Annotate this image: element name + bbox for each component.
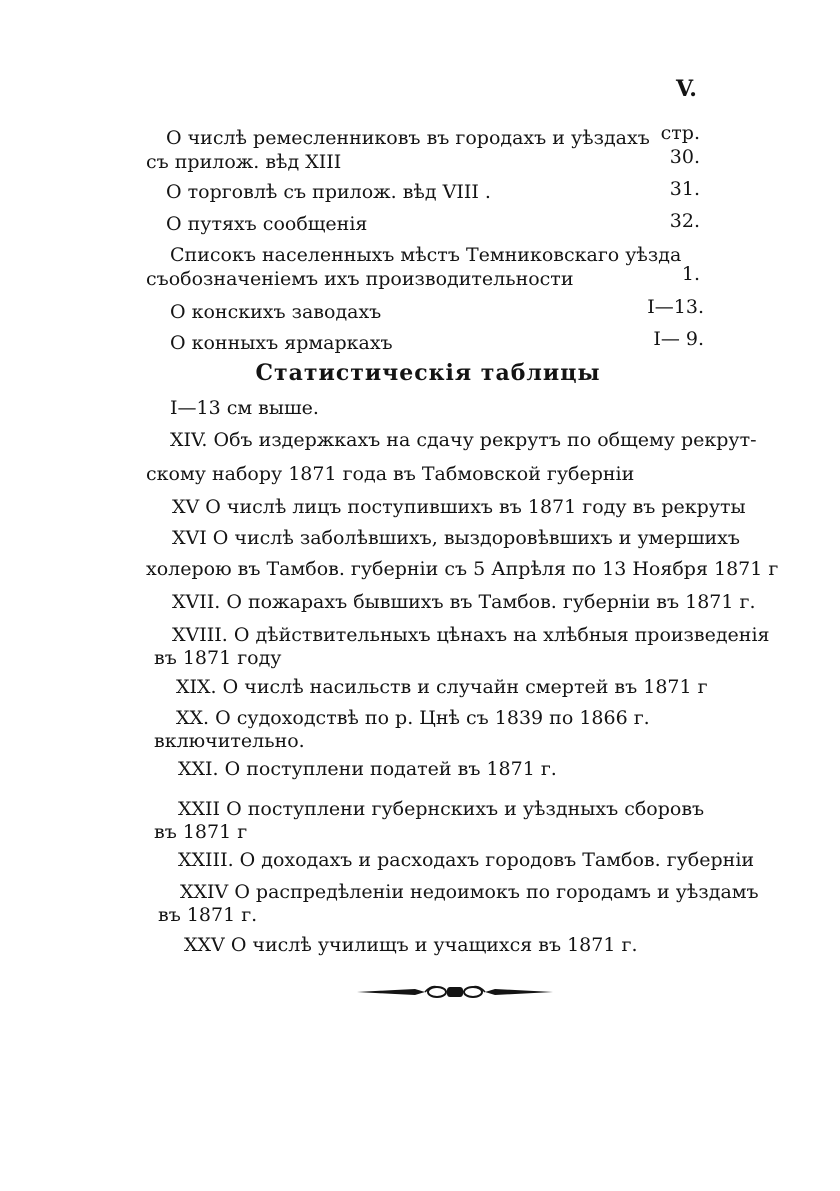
- list-item-line: холерою въ Тамбов. губерніи съ 5 Апрѣля по 13 Ноября 1871 г: [146, 558, 779, 580]
- toc-entry-page: 32.: [669, 210, 700, 232]
- list-item-line: XIX. О числѣ насильств и случайн смертей въ 1871 г: [176, 676, 708, 698]
- toc-entry-line: О конныхъ ярмаркахъ: [170, 332, 393, 354]
- list-item-line: XXI. О поступлени податей въ 1871 г.: [178, 758, 557, 780]
- list-item-line: въ 1871 году: [154, 647, 282, 669]
- toc-entry-page: 1.: [681, 263, 700, 285]
- toc-entry-line: съ прилож. вѣд XIII: [146, 151, 342, 173]
- list-item-line: XXV О числѣ училищъ и учащихся въ 1871 г.: [184, 934, 638, 956]
- list-item-line: XXII О поступлени губернскихъ и уѣздныхъ сборовъ: [178, 798, 705, 820]
- toc-entry-line: О торговлѣ съ прилож. вѣд VIII .: [166, 181, 491, 203]
- toc-entry-page: I—13.: [647, 296, 704, 318]
- toc-entry-line: Списокъ населенныхъ мѣстъ Темниковскаго уѣзда: [170, 244, 682, 266]
- toc-entry-page: I— 9.: [653, 328, 704, 350]
- list-item-line: XVII. О пожарахъ бывшихъ въ Тамбов. губерніи въ 1871 г.: [172, 591, 756, 613]
- toc-entry-page: 30.: [669, 146, 700, 168]
- list-item-line: XX. О судоходствѣ по р. Цнѣ съ 1839 по 1866 г.: [176, 707, 650, 729]
- toc-entry-page: 31.: [669, 178, 700, 200]
- list-item-line: XXIII. О доходахъ и расходахъ городовъ Тамбов. губерніи: [178, 849, 755, 871]
- toc-entry-line: О числѣ ремесленниковъ въ городахъ и уѣздахъ: [166, 127, 650, 149]
- list-item-line: въ 1871 г: [154, 821, 248, 843]
- tailpiece-ornament-icon: [355, 982, 555, 1002]
- page-column-label: стр.: [660, 122, 700, 144]
- toc-entry-line: съобозначеніемъ ихъ производительности: [146, 268, 574, 290]
- list-item-line: XVI О числѣ заболѣвшихъ, выздоровѣвшихъ и умершихъ: [172, 527, 740, 549]
- list-item-line: въ 1871 г.: [158, 904, 258, 926]
- list-item-line: XVIII. О дѣйствительныхъ цѣнахъ на хлѣбныя произведенія: [172, 624, 770, 646]
- toc-entry-line: О путяхъ сообщенія: [166, 213, 368, 235]
- list-item-line: скому набору 1871 года въ Табмовской губерніи: [146, 463, 635, 485]
- list-item-line: включительно.: [154, 730, 305, 752]
- section-heading: Статистическія таблицы: [255, 360, 601, 386]
- list-item-line: XIV. Объ издержкахъ на сдачу рекрутъ по общему рекрут-: [170, 429, 757, 451]
- toc-entry-line: О конскихъ заводахъ: [170, 301, 382, 323]
- list-item-line: XV О числѣ лицъ поступившихъ въ 1871 году въ рекруты: [172, 496, 746, 518]
- section-note: I—13 см выше.: [170, 397, 319, 419]
- page-folio: V.: [676, 76, 697, 102]
- list-item-line: XXIV О распредѣленіи недоимокъ по городамъ и уѣздамъ: [180, 881, 759, 903]
